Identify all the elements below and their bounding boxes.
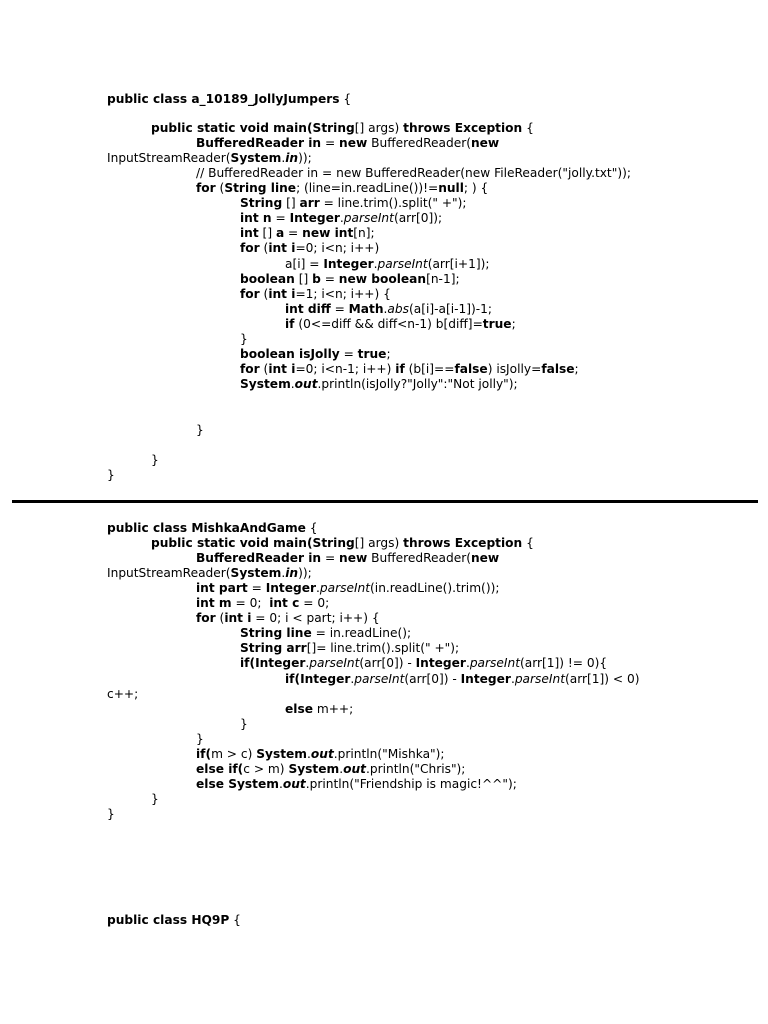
code-token: in xyxy=(285,151,299,165)
code-token: MishkaAndGame xyxy=(191,521,306,535)
code-token: [] xyxy=(294,272,313,286)
code-token: )); xyxy=(298,151,312,165)
code-line xyxy=(240,656,607,671)
code-line xyxy=(240,241,379,256)
code-token: int i xyxy=(224,611,252,625)
code-token: ( xyxy=(215,181,225,195)
code-token: parseInt xyxy=(469,656,520,670)
code-token: { xyxy=(305,521,318,535)
code-token: c++; xyxy=(107,687,139,701)
code-token: . xyxy=(307,747,311,761)
code-token: = 0; xyxy=(299,596,330,610)
code-token: { xyxy=(522,536,534,550)
code-token: . xyxy=(316,581,320,595)
code-token: int part xyxy=(196,581,248,595)
code-token: public class xyxy=(107,913,192,927)
code-token: int diff xyxy=(285,302,331,316)
code-token: { xyxy=(522,121,534,135)
code-token: boolean isJolly xyxy=(240,347,340,361)
code-token: = 0; xyxy=(231,596,270,610)
code-line xyxy=(151,536,534,551)
code-token: ; xyxy=(386,347,391,361)
code-token: String arr xyxy=(240,641,307,655)
code-token: . xyxy=(383,302,388,316)
code-line xyxy=(107,913,241,928)
code-token: for xyxy=(240,362,260,376)
code-line xyxy=(196,136,499,151)
code-token: . xyxy=(350,672,355,686)
code-line xyxy=(151,792,159,807)
code-token: . xyxy=(281,566,286,580)
code-token: System xyxy=(256,747,308,761)
code-token: .println("Friendship is magic!^^"); xyxy=(305,777,517,791)
code-token: m++; xyxy=(312,702,354,716)
code-token: int xyxy=(240,226,259,240)
code-token: [] xyxy=(258,226,276,240)
code-token: public class xyxy=(107,92,192,106)
code-token: String xyxy=(240,196,283,210)
code-token: = xyxy=(330,302,349,316)
code-line xyxy=(240,287,391,302)
code-token: ( xyxy=(215,611,225,625)
code-token: out xyxy=(310,747,334,761)
code-token: abs xyxy=(387,302,409,316)
code-token: (b[i]== xyxy=(404,362,455,376)
code-token: int i xyxy=(268,241,296,255)
code-token: false xyxy=(454,362,488,376)
code-token: = xyxy=(321,136,340,150)
code-token: } xyxy=(196,732,204,746)
code-token: } xyxy=(107,468,115,482)
code-token: { xyxy=(339,92,352,106)
code-token: ; (line=in.readLine())!= xyxy=(296,181,439,195)
code-token: =0; i<n; i++) xyxy=(295,241,380,255)
code-line xyxy=(107,566,312,581)
code-token: if xyxy=(395,362,405,376)
code-token: System xyxy=(240,377,291,391)
code-token: ( xyxy=(259,287,269,301)
code-token: throws Exception xyxy=(403,536,523,550)
code-token: (in.readLine().trim()); xyxy=(370,581,500,595)
code-token: } xyxy=(240,332,248,346)
code-token: } xyxy=(196,423,204,437)
code-token: = in.readLine(); xyxy=(311,626,412,640)
code-line xyxy=(240,362,579,377)
code-token: System xyxy=(230,151,282,165)
code-token: (arr[i+1]); xyxy=(427,257,490,271)
code-line xyxy=(285,317,516,332)
code-token: { xyxy=(229,913,241,927)
code-token: (0<=diff && diff<n-1) b[diff]= xyxy=(294,317,483,331)
code-token: parseInt xyxy=(514,672,565,686)
code-comment xyxy=(196,166,631,181)
code-token: ; xyxy=(574,362,579,376)
code-line xyxy=(240,641,459,656)
code-token: parseInt xyxy=(354,672,405,686)
code-token: int m xyxy=(196,596,232,610)
code-line xyxy=(196,581,499,596)
code-line xyxy=(196,181,488,196)
code-token: int i xyxy=(268,362,296,376)
code-token: . xyxy=(373,257,378,271)
code-token: public static void main( xyxy=(151,121,313,135)
code-token: if( xyxy=(285,672,301,686)
code-token: new xyxy=(339,551,368,565)
code-token: InputStreamReader( xyxy=(107,566,231,580)
code-token: Integer xyxy=(460,672,511,686)
code-token: = xyxy=(321,551,340,565)
code-token: = xyxy=(284,226,303,240)
code-token: Integer xyxy=(415,656,466,670)
code-token: Integer xyxy=(255,656,306,670)
code-line xyxy=(240,272,460,287)
code-token: . xyxy=(281,151,286,165)
code-token: false xyxy=(541,362,575,376)
code-token: boolean xyxy=(240,272,295,286)
code-line xyxy=(196,596,329,611)
code-line xyxy=(151,453,159,468)
code-token: . xyxy=(305,656,310,670)
code-token: .println(isJolly?"Jolly":"Not jolly"); xyxy=(317,377,518,391)
code-token: =0; i<n-1; i++) xyxy=(295,362,396,376)
code-token: new boolean xyxy=(338,272,427,286)
code-token: parseInt xyxy=(319,581,371,595)
code-line xyxy=(107,151,312,166)
code-token: true xyxy=(357,347,387,361)
code-token: =1; i<n; i++) { xyxy=(295,287,391,301)
code-token: a xyxy=(275,226,285,240)
code-token: (arr[0]) - xyxy=(359,656,416,670)
code-line xyxy=(196,423,204,438)
code-token: ; ) { xyxy=(463,181,489,195)
code-token: } xyxy=(240,717,248,731)
code-token: in xyxy=(285,566,299,580)
code-token: throws Exception xyxy=(403,121,523,135)
code-token: Integer xyxy=(265,581,316,595)
code-line xyxy=(285,257,489,272)
code-token: m > c) xyxy=(211,747,257,761)
code-token: String xyxy=(312,121,355,135)
code-token: [] args) xyxy=(354,536,404,550)
code-token: String line xyxy=(240,626,312,640)
code-token: System xyxy=(230,566,282,580)
code-token: else if( xyxy=(196,762,244,776)
code-line xyxy=(107,468,115,483)
code-token: arr xyxy=(299,196,320,210)
code-token: // BufferedReader in = new BufferedReader(new FileReader("jolly.txt")); xyxy=(196,166,631,180)
code-token: out xyxy=(343,762,366,776)
horizontal-divider xyxy=(12,500,758,503)
code-token: if( xyxy=(196,747,212,761)
code-token: HQ9P xyxy=(191,913,230,927)
code-token: BufferedReader in xyxy=(196,551,322,565)
code-token: if xyxy=(285,317,295,331)
code-token: int i xyxy=(268,287,296,301)
code-line xyxy=(196,732,204,747)
code-token: String line xyxy=(224,181,297,195)
code-line xyxy=(285,672,640,687)
code-line xyxy=(151,121,534,136)
code-token: . xyxy=(465,656,470,670)
code-token: for xyxy=(240,241,260,255)
code-token: parseInt xyxy=(377,257,428,271)
code-token: = xyxy=(320,272,339,286)
code-token: [] args) xyxy=(354,121,404,135)
code-token: b xyxy=(312,272,321,286)
code-token: ( xyxy=(259,362,269,376)
code-line xyxy=(240,211,442,226)
code-token: .println("Mishka"); xyxy=(333,747,445,761)
code-token: BufferedReader( xyxy=(367,551,471,565)
code-line xyxy=(240,332,248,347)
code-token: } xyxy=(151,453,159,467)
code-token: []= line.trim().split(" +"); xyxy=(306,641,460,655)
code-line xyxy=(240,717,248,732)
code-token: = xyxy=(247,581,266,595)
code-token: new xyxy=(470,136,500,150)
code-token: true xyxy=(482,317,512,331)
code-token: } xyxy=(107,807,115,821)
code-token: for xyxy=(196,611,216,625)
code-line xyxy=(107,807,115,822)
code-token: for xyxy=(196,181,216,195)
code-line xyxy=(107,687,138,702)
code-token: int c xyxy=(269,596,300,610)
code-token: Integer xyxy=(323,257,374,271)
code-token: null xyxy=(438,181,464,195)
code-line xyxy=(107,92,351,107)
code-line xyxy=(196,762,465,777)
code-token: out xyxy=(282,777,306,791)
code-line xyxy=(285,702,353,717)
code-token: )); xyxy=(298,566,312,580)
code-token: parseInt xyxy=(343,211,394,225)
code-token: parseInt xyxy=(309,656,360,670)
code-token: (arr[1]) != 0){ xyxy=(519,656,608,670)
code-line xyxy=(196,747,445,762)
code-token: Integer xyxy=(300,672,351,686)
code-token: (arr[0]) - xyxy=(404,672,461,686)
code-token: String xyxy=(312,536,355,550)
code-line xyxy=(107,521,318,536)
code-line xyxy=(240,347,391,362)
code-token: Math xyxy=(348,302,384,316)
code-token: ; xyxy=(511,317,516,331)
code-token: } xyxy=(151,792,159,806)
code-token: . xyxy=(278,777,283,791)
code-token: out xyxy=(294,377,318,391)
code-token: .println("Chris"); xyxy=(365,762,466,776)
code-line xyxy=(285,302,492,317)
code-line xyxy=(240,377,518,392)
code-line xyxy=(196,551,499,566)
code-token: . xyxy=(339,211,344,225)
code-token: new xyxy=(470,551,500,565)
code-token: public static void main( xyxy=(151,536,313,550)
code-token: new xyxy=(339,136,368,150)
code-token: BufferedReader in xyxy=(196,136,322,150)
code-token: public class xyxy=(107,521,192,535)
code-token: else xyxy=(285,702,313,716)
code-token: int n xyxy=(240,211,272,225)
code-token: BufferedReader( xyxy=(367,136,471,150)
code-line xyxy=(240,626,411,641)
code-token: . xyxy=(339,762,344,776)
code-token: (arr[0]); xyxy=(393,211,443,225)
code-token: a_10189_JollyJumpers xyxy=(191,92,340,106)
code-token: a[i] = xyxy=(285,257,324,271)
code-token: c > m) xyxy=(243,762,289,776)
code-token: Integer xyxy=(289,211,340,225)
code-token: else System xyxy=(196,777,279,791)
code-token: [n-1]; xyxy=(426,272,460,286)
code-line xyxy=(240,226,375,241)
code-token: [n]; xyxy=(353,226,375,240)
code-token: [] xyxy=(282,196,300,210)
code-token: = 0; i < part; i++) { xyxy=(251,611,380,625)
code-token: = xyxy=(339,347,358,361)
code-token: new int xyxy=(302,226,354,240)
code-token: if( xyxy=(240,656,256,670)
code-line xyxy=(196,611,380,626)
code-line xyxy=(196,777,517,792)
code-token: (arr[1]) < 0) xyxy=(564,672,640,686)
code-token: InputStreamReader( xyxy=(107,151,231,165)
code-line xyxy=(240,196,467,211)
code-token: ( xyxy=(259,241,269,255)
code-token: System xyxy=(288,762,340,776)
code-token: . xyxy=(290,377,295,391)
code-token: . xyxy=(510,672,515,686)
code-token: ) isJolly= xyxy=(487,362,542,376)
code-token: for xyxy=(240,287,260,301)
code-token: = xyxy=(271,211,290,225)
code-token: = line.trim().split(" +"); xyxy=(319,196,467,210)
code-token: (a[i]-a[i-1])-1; xyxy=(408,302,493,316)
